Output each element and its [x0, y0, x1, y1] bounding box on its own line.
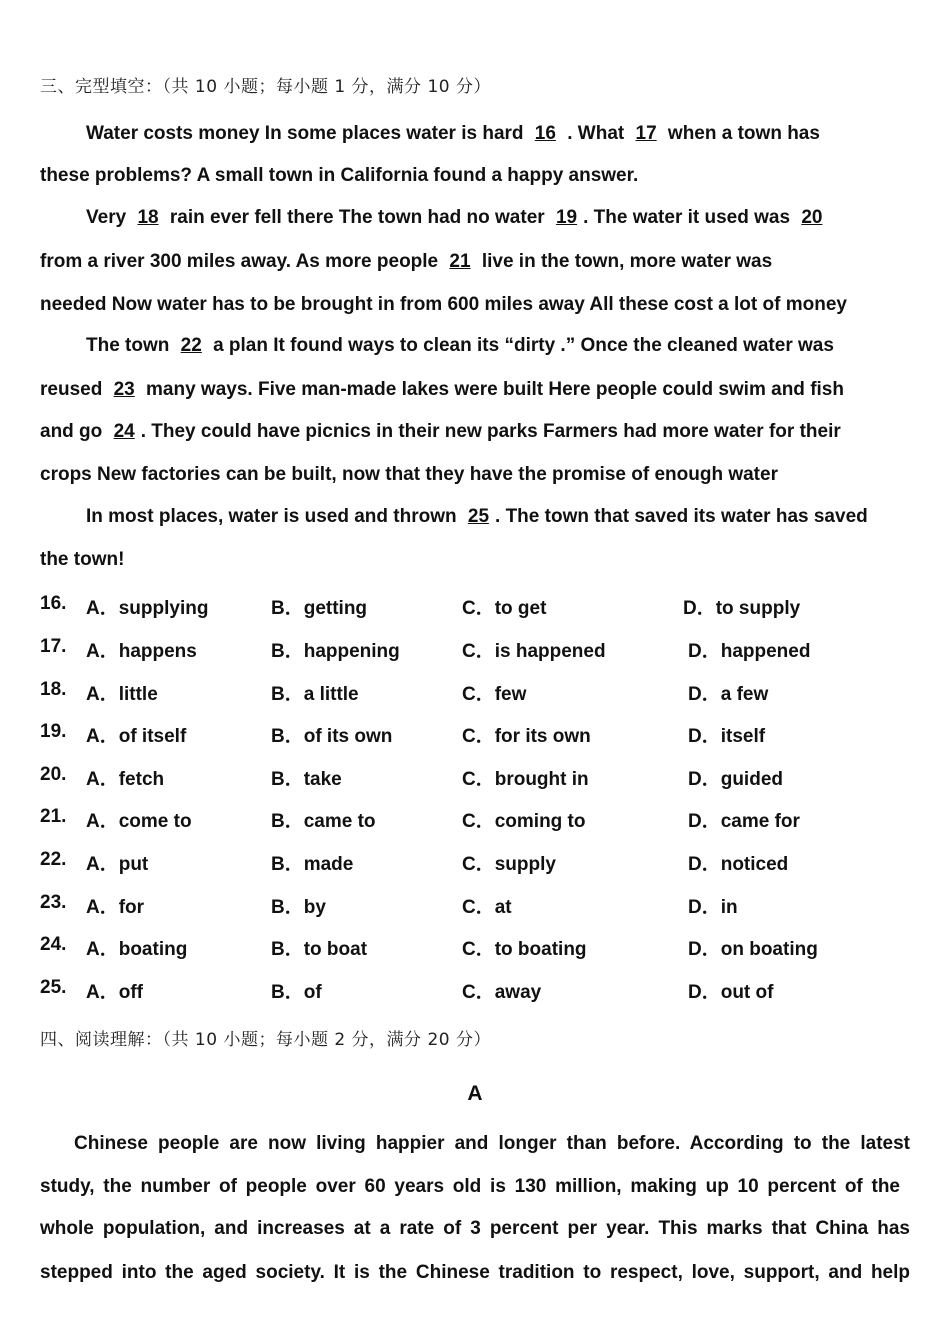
- question-number: 19.: [40, 721, 67, 742]
- option-a: A．supplying: [86, 598, 209, 619]
- question-number: 16.: [40, 593, 67, 614]
- option-d: D．came for: [688, 811, 800, 832]
- blank-22: 22: [180, 335, 202, 356]
- question-number: 22.: [40, 849, 67, 870]
- passage-line: these problems? A small town in California found a happy answer.: [40, 165, 639, 186]
- option-c: C．for its own: [462, 726, 591, 747]
- option-b: B．getting: [271, 598, 368, 619]
- question-number: 18.: [40, 679, 67, 700]
- passage-title: A: [467, 1082, 483, 1105]
- option-b: B．of its own: [271, 726, 393, 747]
- passage-line: crops New factories can be built, now that they have the promise of enough water: [40, 464, 778, 485]
- text-run: when a town has: [662, 123, 820, 144]
- question-number: 25.: [40, 977, 67, 998]
- blank-20: 20: [801, 207, 823, 228]
- option-a: A．for: [86, 897, 145, 918]
- text-run: Water costs money In some places water is hard: [86, 123, 529, 144]
- option-a: A．come to: [86, 811, 192, 832]
- option-b: B．of: [271, 982, 322, 1003]
- option-d: D．to supply: [683, 598, 801, 619]
- blank-24: 24: [113, 421, 135, 442]
- option-d: D．out of: [688, 982, 774, 1003]
- option-a: A．happens: [86, 641, 197, 662]
- section-heading-reading: 四、阅读理解：（共 10 小题；每小题 2 分，满分 20 分）: [40, 1030, 492, 1050]
- passage-line: [40, 421, 920, 443]
- passage-line: [86, 506, 926, 528]
- passage-line: [40, 251, 920, 273]
- blank-17: 17: [635, 123, 657, 144]
- option-b: B．came to: [271, 811, 376, 832]
- text-run: The town: [86, 335, 175, 356]
- option-c: C．coming to: [462, 811, 586, 832]
- text-run: . What: [561, 123, 630, 144]
- text-run: many ways. Five man-made lakes were built Here people could swim and fish: [140, 379, 844, 400]
- reading-line: stepped into the aged society. It is the Chinese tradition to respect, love, support, and help: [40, 1262, 910, 1283]
- option-d: D．in: [688, 897, 738, 918]
- text-run: . They could have picnics in their new parks Farmers had more water for their: [140, 421, 841, 442]
- option-d: D．guided: [688, 769, 783, 790]
- passage-line: needed Now water has to be brought in from 600 miles away All these cost a lot of money: [40, 294, 847, 315]
- blank-18: 18: [137, 207, 159, 228]
- question-number: 23.: [40, 892, 67, 913]
- option-c: C．to get: [462, 598, 547, 619]
- option-b: B．to boat: [271, 939, 368, 960]
- option-a: A．of itself: [86, 726, 187, 747]
- option-c: C．away: [462, 982, 542, 1003]
- reading-line: study, the number of people over 60 years old is 130 million, making up 10 percent of the: [40, 1176, 900, 1197]
- option-c: C．to boating: [462, 939, 587, 960]
- passage-line: [40, 379, 920, 401]
- option-c: C．few: [462, 684, 527, 705]
- option-c: C．supply: [462, 854, 556, 875]
- option-a: A．off: [86, 982, 143, 1003]
- reading-line: whole population, and increases at a rate of 3 percent per year. This marks that China has: [40, 1218, 910, 1239]
- text-run: a plan It found ways to clean its “dirty .” Once the cleaned water was: [207, 335, 834, 356]
- passage-line: [86, 207, 926, 229]
- reading-line: Chinese people are now living happier and longer than before. According to the latest: [74, 1133, 910, 1154]
- blank-21: 21: [449, 251, 471, 272]
- question-number: 17.: [40, 636, 67, 657]
- option-c: C．at: [462, 897, 512, 918]
- question-number: 20.: [40, 764, 67, 785]
- option-b: B．take: [271, 769, 342, 790]
- option-b: B．a little: [271, 684, 359, 705]
- option-d: D．happened: [688, 641, 811, 662]
- text-run: live in the town, more water was: [476, 251, 773, 272]
- blank-25: 25: [467, 506, 490, 527]
- text-run: from a river 300 miles away. As more people: [40, 251, 444, 272]
- blank-23: 23: [113, 379, 135, 400]
- passage-line: the town!: [40, 549, 125, 570]
- text-run: reused: [40, 379, 108, 400]
- option-d: D．noticed: [688, 854, 789, 875]
- section-heading-cloze: 三、完型填空：（共 10 小题；每小题 1 分，满分 10 分）: [40, 77, 492, 97]
- question-number: 21.: [40, 806, 67, 827]
- text-run: Very: [86, 207, 132, 228]
- blank-19: 19: [555, 207, 578, 228]
- text-run: . The water it used was: [583, 207, 796, 228]
- option-a: A．little: [86, 684, 158, 705]
- text-run: . The town that saved its water has saved: [495, 506, 868, 527]
- passage-line: [86, 335, 926, 357]
- option-a: A．put: [86, 854, 149, 875]
- option-b: B．happening: [271, 641, 400, 662]
- passage-line: [86, 123, 926, 145]
- option-a: A．fetch: [86, 769, 165, 790]
- question-number: 24.: [40, 934, 67, 955]
- option-c: C．brought in: [462, 769, 589, 790]
- text-run: rain ever fell there The town had no water: [164, 207, 550, 228]
- text-run: and go: [40, 421, 108, 442]
- option-b: B．made: [271, 854, 354, 875]
- blank-16: 16: [534, 123, 556, 144]
- option-c: C．is happened: [462, 641, 606, 662]
- option-d: D．a few: [688, 684, 769, 705]
- option-a: A．boating: [86, 939, 188, 960]
- option-d: D．on boating: [688, 939, 818, 960]
- option-d: D．itself: [688, 726, 766, 747]
- text-run: In most places, water is used and thrown: [86, 506, 462, 527]
- option-b: B．by: [271, 897, 326, 918]
